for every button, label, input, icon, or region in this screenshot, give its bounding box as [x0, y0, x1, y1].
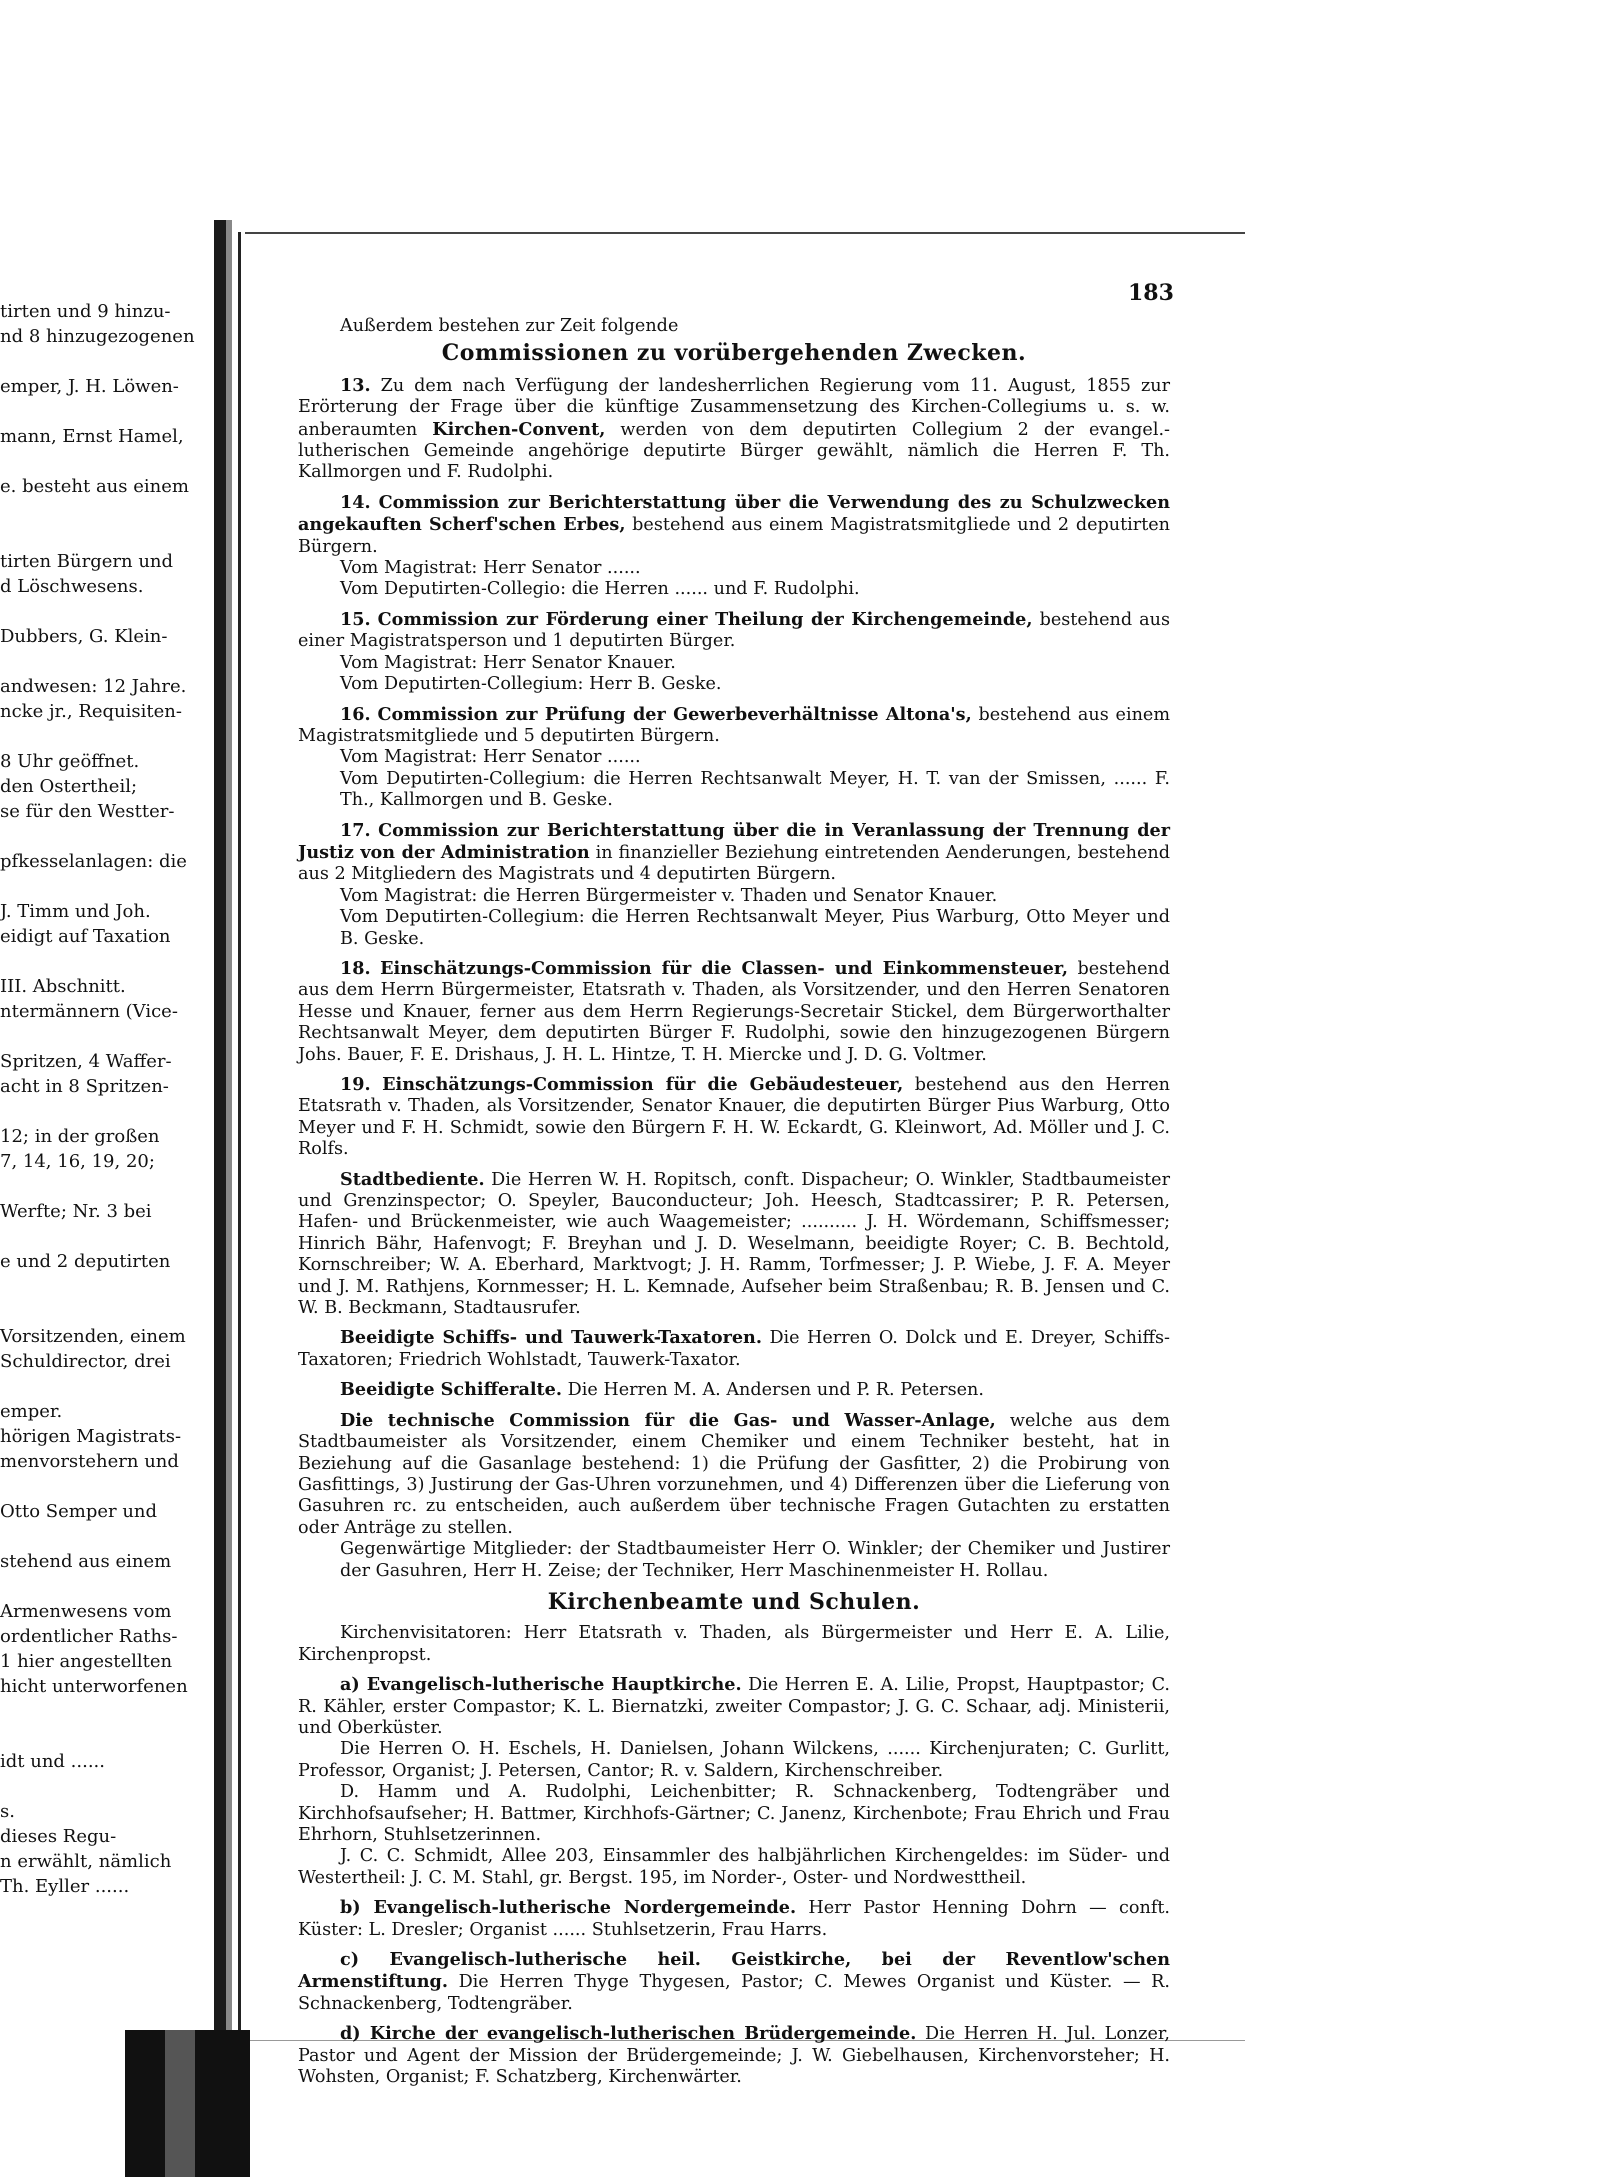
binding-tail-stripe: [165, 2030, 195, 2177]
entry-title: Beeidigte Schifferalte.: [340, 1379, 563, 1401]
church-title: a) Evangelisch-lutherische Hauptkirche.: [340, 1674, 742, 1696]
left-fragment-line: Spritzen, 4 Waffer-: [0, 1051, 172, 1072]
entry-member-line: Vom Deputirten-Collegium: die Herren Rechtsanwalt Meyer, Pius Warburg, Otto Meyer und B. Geske.: [340, 907, 1170, 949]
commission-entry: [298, 1410, 1170, 1582]
section-heading-churches: Kirchenbeamte und Schulen.: [547, 1588, 921, 1615]
left-fragment-line: 1 hier angestellten: [0, 1651, 173, 1672]
left-fragment-line: 12; in der großen: [0, 1126, 160, 1147]
left-fragment-line: s.: [0, 1801, 15, 1822]
commission-entry: [298, 820, 1170, 950]
left-fragment-line: Werfte; Nr. 3 bei: [0, 1201, 152, 1222]
entry-text: Zu dem nach Verfügung der landesherrlichen Regierung vom 11. August, 1855 zur Erörterung der Frage über die künftige Zusammensetzung des Kirchen-Collegiums u. s. w. anberaumten: [298, 375, 1170, 440]
entry-text: bestehend aus dem Herrn Bürgermeister, Etatsrath v. Thaden, als Vorsitzender, und den Herren Senatoren Hesse und Knauer, ferner aus dem Herrn Regierungs-Secretair Stickel, dem Bürgerworthalter Rechtsanwalt Meyer, dem deputirten Bürger F. Rudolphi, sowie den hinzugezogenen Bürgern Johs. Bauer, F. E. Drishaus, J. H. L. Hintze, T. H. Miercke und J. D. G. Voltmer.: [298, 958, 1170, 1065]
entry-title: Commission zur Prüfung der Gewerbeverhältnisse Altona's,: [377, 703, 972, 725]
entry-title: Commission zur Berichterstattung über die in Veranlassung der Trennung der Justiz von der Administration: [298, 819, 1170, 863]
commission-entry: [298, 1379, 1170, 1401]
left-fragment-line: e und 2 deputirten: [0, 1251, 171, 1272]
entry-number: 17.: [340, 819, 371, 841]
left-fragment-line: emper, J. H. Löwen-: [0, 376, 179, 397]
left-fragment-line: ncke jr., Requisiten-: [0, 701, 182, 722]
church-list: [298, 1623, 1170, 2088]
commission-entry: [298, 958, 1170, 1066]
left-fragment-line: emper.: [0, 1401, 63, 1422]
entry-number: 18.: [340, 957, 371, 979]
church-title: b) Evangelisch-lutherische Nordergemeinde.: [340, 1897, 797, 1919]
entry-title: Commission zur Förderung einer Theilung der Kirchengemeinde,: [377, 608, 1033, 630]
entry-title: Einschätzungs-Commission für die Gebäudesteuer,: [382, 1074, 904, 1095]
commission-entry: [298, 1169, 1170, 1320]
section-heading-commissions: Commissionen zu vorübergehenden Zwecken.: [441, 340, 1027, 367]
left-fragment-line: acht in 8 Spritzen-: [0, 1076, 169, 1097]
page-top-edge: [245, 232, 1245, 234]
commission-entry: [298, 1074, 1170, 1161]
commission-list: [298, 375, 1170, 1582]
entry-title: Die technische Commission für die Gas- und Wasser-Anlage,: [340, 1409, 996, 1431]
church-detail-line: D. Hamm und A. Rudolphi, Leichenbitter; R. Schnackenberg, Todtengräber und Kirchhofsaufseher; H. Battmer, Kirchhofs-Gärtner; C. Janenz, Kirchenbote; Frau Ehrich und Frau Ehrhorn, Stuhlsetzerinnen.: [298, 1782, 1170, 1845]
left-fragment-line: hörigen Magistrats-: [0, 1426, 182, 1447]
entry-text: in finanzieller Beziehung eintretenden Aenderungen, bestehend aus 2 Mitgliedern des Magistrats und 4 deputirten Bürgern.: [298, 842, 1171, 885]
left-fragment-line: hicht unterworfenen: [0, 1676, 188, 1697]
entry-number: 19.: [340, 1074, 371, 1095]
commission-entry: [298, 492, 1170, 601]
left-fragment-line: e. besteht aus einem: [0, 476, 189, 497]
left-fragment-line: tirten Bürgern und: [0, 551, 174, 572]
left-fragment-line: III. Abschnitt.: [0, 976, 126, 997]
entry-text: bestehend aus einem Magistratsmitgliede und 2 deputirten Bürgern.: [298, 515, 1171, 557]
church-text: Herr Pastor Henning Dohrn — conft. Küster: L. Dresler; Organist ...... Stuhlsetzerin, Frau Harrs.: [298, 1898, 1171, 1940]
church-entry: [298, 1897, 1170, 1941]
church-entry: [298, 1623, 1170, 1666]
left-fragment-line: menvorstehern und: [0, 1451, 179, 1472]
left-fragment-line: J. Timm und Joh.: [0, 901, 151, 922]
left-fragment-line: den Ostertheil;: [0, 776, 138, 797]
commission-entry: [298, 704, 1170, 812]
entry-title: Kirchen-Convent,: [432, 418, 606, 440]
book-binding: [214, 220, 226, 2050]
entry-text: bestehend aus einer Magistratsperson und 1 deputirten Bürger.: [298, 609, 1170, 652]
entry-number: 14.: [340, 491, 371, 513]
entry-number: 13.: [340, 374, 371, 396]
entry-member-line: Gegenwärtige Mitglieder: der Stadtbaumeister Herr O. Winkler; der Chemiker und Justirer der Gasuhren, Herr H. Zeise; der Techniker, Herr Maschinenmeister H. Rollau.: [340, 1539, 1170, 1581]
entry-member-line: Vom Deputirten-Collegio: die Herren ...... und F. Rudolphi.: [340, 579, 860, 600]
left-fragment-line: Armenwesens vom: [0, 1601, 172, 1622]
left-fragment-line: 7, 14, 16, 19, 20;: [0, 1151, 155, 1172]
church-text: Kirchenvisitatoren: Herr Etatsrath v. Thaden, als Bürgermeister und Herr E. A. Lilie, Kirchenpropst.: [298, 1623, 1170, 1665]
church-detail-line: J. C. C. Schmidt, Allee 203, Einsammler des halbjährlichen Kirchengeldes: im Süder- und Westertheil: J. C. M. Stahl, gr. Bergst. 195, im Norder-, Oster- und Nordwesttheil.: [298, 1846, 1170, 1888]
entry-number: 16.: [340, 703, 371, 725]
left-fragment-line: ntermännern (Vice-: [0, 1001, 178, 1022]
church-entry: [298, 2023, 1170, 2088]
spine-shadow: [226, 220, 232, 2050]
entry-title: Commission zur Berichterstattung über die Verwendung des zu Schulzwecken angekauften Scherf'schen Erbes,: [298, 491, 1171, 536]
church-entry: [298, 1674, 1170, 1889]
entry-title: Stadtbediente.: [340, 1168, 485, 1190]
church-detail-line: Die Herren O. H. Eschels, H. Danielsen, Johann Wilckens, ...... Kirchenjuraten; C. Gurlitt, Professor, Organist; J. Petersen, Cantor; R. v. Saldern, Kirchenschreiber.: [298, 1739, 1170, 1781]
entry-member-line: Vom Magistrat: Herr Senator ......: [340, 747, 641, 768]
entry-number: 15.: [340, 608, 371, 630]
left-fragment-line: Th. Eyller ......: [0, 1876, 130, 1897]
left-fragment-line: nd 8 hinzugezogenen: [0, 326, 195, 347]
left-fragment-line: Vorsitzenden, einem: [0, 1326, 186, 1347]
church-text: Die Herren H. Jul. Lonzer, Pastor und Agent der Mission der Brüdergemeinde; J. W. Giebelhausen, Kirchenvorsteher; H. Wohsten, Organist; F. Schatzberg, Kirchenwärter.: [298, 2024, 1171, 2088]
left-fragment-line: eidigt auf Taxation: [0, 926, 171, 947]
entry-member-line: Vom Magistrat: Herr Senator Knauer.: [340, 652, 676, 673]
left-fragment-line: Dubbers, G. Klein-: [0, 626, 168, 647]
left-fragment-line: mann, Ernst Hamel,: [0, 426, 184, 447]
left-fragment-line: andwesen: 12 Jahre.: [0, 676, 187, 697]
left-fragment-line: n erwählt, nämlich: [0, 1851, 172, 1872]
entry-text: werden von dem deputirten Collegium 2 der evangel.-lutherischen Gemeinde angehörige deputirte Bürger gewählt, nämlich die Herren F. Th. Kallmorgen und F. Rudolphi.: [298, 419, 1171, 483]
commission-entry: [298, 1327, 1170, 1371]
entry-member-line: Vom Magistrat: Herr Senator ......: [340, 558, 641, 579]
left-fragment-line: ordentlicher Raths-: [0, 1626, 178, 1647]
church-entry: [298, 1949, 1170, 2015]
entry-member-line: Vom Magistrat: die Herren Bürgermeister v. Thaden und Senator Knauer.: [340, 885, 998, 906]
entry-text: Die Herren M. A. Andersen und P. R. Petersen.: [567, 1380, 984, 1401]
entry-text: Die Herren O. Dolck und E. Dreyer, Schiffs-Taxatoren; Friedrich Wohlstadt, Tauwerk-Taxator.: [298, 1328, 1170, 1370]
church-title: d) Kirche der evangelisch-lutherischen Brüdergemeinde.: [340, 2023, 917, 2045]
church-text: Die Herren E. A. Lilie, Propst, Hauptpastor; C. R. Kähler, erster Compastor; K. L. Biernatzki, zweiter Compastor; J. G. C. Schaar, adj. Ministerii, und Oberküster.: [298, 1675, 1170, 1738]
left-fragment-line: d Löschwesens.: [0, 576, 144, 597]
church-text: Die Herren Thyge Thygesen, Pastor; C. Mewes Organist und Küster. — R. Schnackenberg, Todtengräber.: [298, 1972, 1170, 2014]
left-fragment-line: Otto Semper und: [0, 1501, 158, 1522]
page-body: [298, 280, 1170, 2096]
entry-text: bestehend aus einem Magistratsmitgliede und 5 deputirten Bürgern.: [298, 704, 1171, 746]
left-fragment-line: 8 Uhr geöffnet.: [0, 751, 140, 772]
left-fragment-line: pfkesselanlagen: die: [0, 851, 187, 872]
entry-title: Beeidigte Schiffs- und Tauwerk-Taxatoren.: [340, 1327, 762, 1349]
left-fragment-line: se für den Westter-: [0, 801, 175, 822]
left-fragment-line: dieses Regu-: [0, 1826, 117, 1847]
entry-text: bestehend aus den Herren Etatsrath v. Thaden, als Vorsitzender, Senator Knauer, die deputirten Bürger Pius Warburg, Otto Meyer und F. H. Schmidt, sowie den Bürgern F. H. W. Eckardt, G. Kleinwort, Ad. Möller und J. C. Rolfs.: [298, 1075, 1171, 1160]
left-fragment-line: tirten und 9 hinzu-: [0, 301, 171, 322]
entry-member-line: Vom Deputirten-Collegium: die Herren Rechtsanwalt Meyer, H. T. van der Smissen, ...... F. Th., Kallmorgen und B. Geske.: [340, 768, 1170, 811]
church-title: c) Evangelisch-lutherische heil. Geistkirche, bei der Reventlow'schen Armenstiftung.: [298, 1949, 1170, 1993]
page-edge: [238, 232, 241, 2042]
entry-text: Die Herren W. H. Ropitsch, conft. Dispacheur; O. Winkler, Stadtbaumeister und Grenzinspector; O. Speyler, Bauconducteur; Joh. Heesch, Stadtcassirer; P. R. Petersen, Hafen- und Brückenmeister, wie auch Waagemeister; .......... J. H. Wördemann, Schiffsmesser; Hinrich Bähr, Hafenvogt; F. Breyhan und J. D. Weselmann, beeidigte Royer; C. B. Bechtold, Kornschreiber; W. A. Eberhard, Marktvogt; J. H. Ramm, Torfmesser; J. P. Wiebe, J. F. A. Meyer und J. M. Rathjens, Kornmesser; H. L. Kemnade, Aufseher beim Straßenbau; R. B. Jensen und C. W. B. Beckmann, Stadtausrufer.: [298, 1169, 1170, 1319]
entry-member-line: Vom Deputirten-Collegium: Herr B. Geske.: [340, 674, 722, 695]
left-fragment-line: idt und ......: [0, 1751, 105, 1772]
page-number: 183: [1128, 280, 1174, 306]
entry-title: Einschätzungs-Commission für die Classen- und Einkommensteuer,: [380, 957, 1068, 979]
left-fragment-line: Schuldirector, drei: [0, 1351, 171, 1372]
left-fragment-line: stehend aus einem: [0, 1551, 172, 1572]
commission-entry: [298, 609, 1170, 696]
entry-text: welche aus dem Stadtbaumeister als Vorsitzender, einem Chemiker und einem Techniker besteht, hat in Beziehung auf die Gasanlage bestehend: 1) die Prüfung der Gasfitter, 2) die Probirung von Gasfittings, 3) Justirung der Gas-Uhren vorzunehmen, und 4) Differenzen über die Lieferung von Gasuhren rc. zu entscheiden, auch außerdem über technische Fragen Gutachten zu erstatten oder Anträge zu stellen.: [298, 1410, 1171, 1538]
commission-entry: [298, 375, 1170, 484]
intro-line: Außerdem bestehen zur Zeit folgende: [340, 316, 679, 336]
